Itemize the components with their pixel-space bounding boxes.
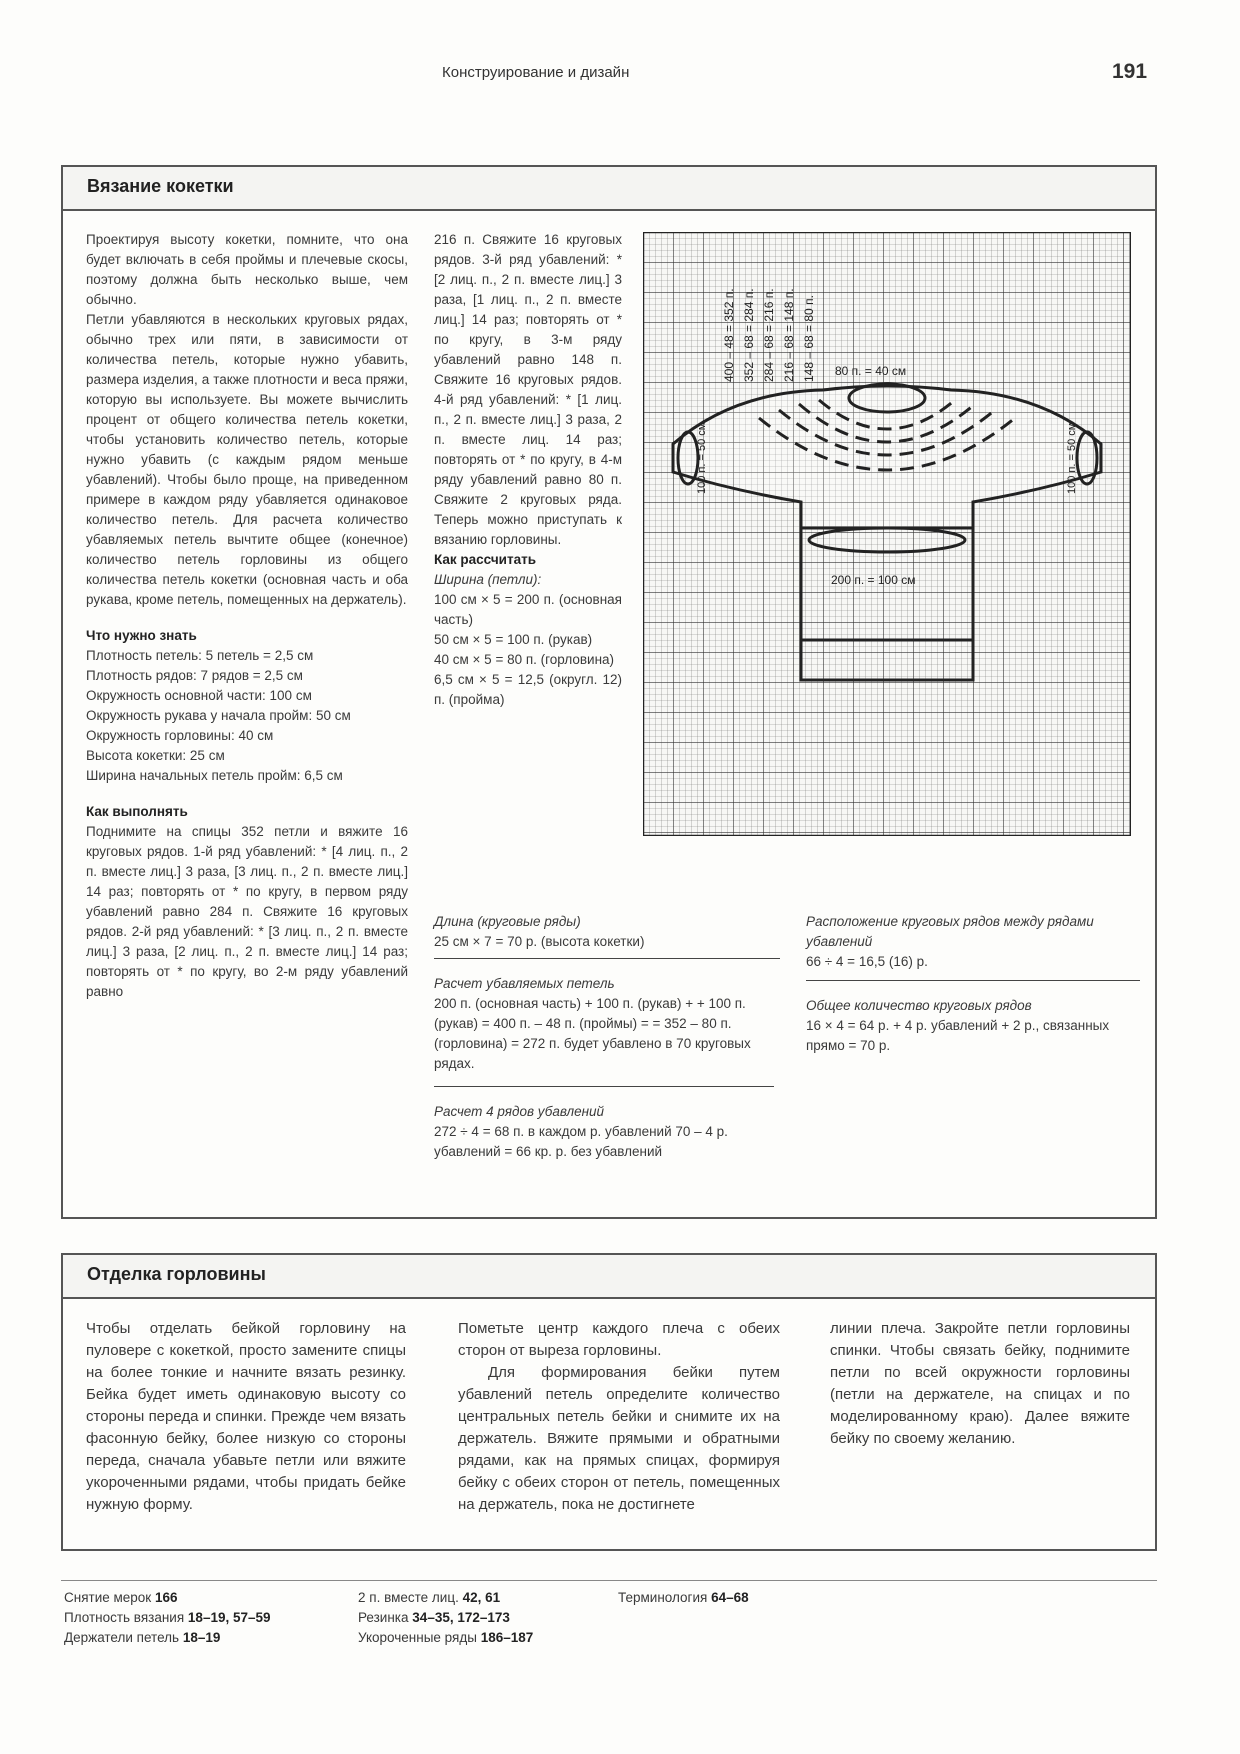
neckband-paragraph: линии плеча. Закройте петли горловины спинки. Чтобы связать бейку, поднимите петли по всей окружности горловины (петли на держателе, на спицах и по моделированному краю). Далее вяжите бейку по своему желанию. xyxy=(830,1320,1130,1447)
rows-paragraph: 216 п. Свяжите 16 круговых рядов. 3-й ряд убавлений: * [2 лиц. п., 2 п. вместе лиц.] 3 раза, [1 лиц. п., 2 п. вместе лиц.] 14 раз; повторять от * по кругу, в 3-м ряду убавлений равно 148 п. Свяжите 16 круговых рядов. 4-й ряд убавлений: * [1 лиц. п., 2 п. вместе лиц.] 3 раза, 2 п. вместе лиц. 14 раз; повторять от * по кругу, в 4-м ряду убавлений равно 80 п. Свяжите 2 круговых ряда. Теперь можно приступать к вязанию горловины. xyxy=(434,232,622,547)
know-heading: Что нужно знать xyxy=(86,628,197,643)
footer-refs-3 xyxy=(618,1588,878,1608)
four-rounds-title: Расчет 4 рядов убавлений xyxy=(434,1104,605,1119)
divider xyxy=(434,958,780,959)
calc-heading: Как рассчитать xyxy=(434,552,537,567)
yoke-section-header xyxy=(63,167,1155,211)
how-paragraph: Поднимите на спицы 352 петли и вяжите 16 круговых рядов. 1-й ряд убавлений: * [4 лиц. п., 2 п. вместе лиц.] 3 раза, [3 лиц. п., 2 п. вместе лиц.] 14 раз; повторять от * по кругу, в первом ряду убавлений равно 284 п. Свяжите 16 круговых рядов. 2-й ряд убавлений: * [3 лиц. п., 2 п. вместе лиц.] 3 раза, [2 лиц. п., 2 п. вместе лиц.] 14 раз; повторять от * по кругу, во 2-м ряду убавлений равно xyxy=(86,824,408,999)
know-item: Плотность петель: 5 петель = 2,5 см xyxy=(86,648,314,663)
chart-label-body: 200 п. = 100 см xyxy=(831,573,916,587)
position-text: 66 ÷ 4 = 16,5 (16) р. xyxy=(806,954,928,969)
neckband-column-2 xyxy=(458,1318,780,1516)
chart-label-sleeve-right: 100 п. = 50 см xyxy=(1066,422,1078,494)
footer-ref: Снятие мерок 166 xyxy=(64,1590,178,1605)
decrease-text: 200 п. (основная часть) + 100 п. (рукав) + + 100 п. (рукав) = 400 п. – 48 п. (проймы) = = 352 – 80 п. (горловина) = 272 п. будет убавлено в 70 круговых рядах. xyxy=(434,996,751,1071)
chart-label-round-1: 400 – 48 = 352 п. xyxy=(722,288,736,382)
position-calc xyxy=(806,912,1146,972)
chart-label-sleeve-left: 100 п. = 50 см xyxy=(696,422,708,494)
neckband-section-header xyxy=(63,1255,1155,1299)
footer-ref: 2 п. вместе лиц. 42, 61 xyxy=(358,1590,501,1605)
footer-refs-2 xyxy=(358,1588,638,1648)
total-title: Общее количество круговых рядов xyxy=(806,998,1032,1013)
footer-ref: Резинка 34–35, 172–173 xyxy=(358,1610,510,1625)
neckband-column-1 xyxy=(86,1318,406,1516)
neckband-paragraph: Пометьте центр каждого плеча с обеих сторон от выреза горловины. xyxy=(458,1320,780,1359)
length-text: 25 см × 7 = 70 р. (высота кокетки) xyxy=(434,934,645,949)
neckband-paragraph: Чтобы отделать бейкой горловину на пуловере с кокеткой, просто замените спицы на более тонкие и начните вязать резинку. Бейка будет иметь одинаковую высоту со стороны переда и спинки. Прежде чем вязать фасонную бейку, более низкую со стороны переда, сначала убавьте петли или вяжите укороченными рядами, чтобы придать бейке нужную форму. xyxy=(86,1320,406,1513)
know-item: Плотность рядов: 7 рядов = 2,5 см xyxy=(86,668,303,683)
yoke-decrease-paragraph: Петли убавляются в нескольких круговых рядах, обычно трех или пяти, в зависимости от количества петель, которые нужно убавить, размера изделия, а также плотности и веса пряжи, которую вы используете. Вы можете вычислить процент от общего количества петель кокетки, чтобы установить количество петель, которые нужно убавить (с каждым рядом меньше убавлений). Чтобы было проще, на приведенном примере в каждом ряду убавляется одинаковое количество петель. Для расчета количество убавляемых петель вычтите общее (конечное) количество петель горловины из общего количества петель кокетки (основная часть и оба рукава, кроме петель, помещенных на держатель). xyxy=(86,312,408,607)
footer-ref: Терминология 64–68 xyxy=(618,1590,749,1605)
width-calc: 100 см × 5 = 200 п. (основная часть) xyxy=(434,592,622,627)
footer-ref: Укороченные ряды 186–187 xyxy=(358,1630,534,1645)
know-item: Окружность горловины: 40 см xyxy=(86,728,274,743)
yoke-chart xyxy=(643,232,1131,836)
four-rounds-text: 272 ÷ 4 = 68 п. в каждом р. убавлений 70 – 4 р. убавлений = 66 кр. р. без убавлений xyxy=(434,1124,728,1159)
divider xyxy=(434,1086,774,1087)
yoke-heading: Вязание кокетки xyxy=(87,176,234,196)
footer-ref: Плотность вязания 18–19, 57–59 xyxy=(64,1610,271,1625)
footer-ref: Держатели петель 18–19 xyxy=(64,1630,221,1645)
width-label: Ширина (петли): xyxy=(434,572,542,587)
width-calc: 40 см × 5 = 80 п. (горловина) xyxy=(434,652,615,667)
neckband-heading: Отделка горловины xyxy=(87,1264,266,1284)
know-item: Окружность основной части: 100 см xyxy=(86,688,312,703)
yoke-column-2 xyxy=(434,230,622,710)
position-title: Расположение круговых рядов между рядами убавлений xyxy=(806,914,1094,949)
how-heading: Как выполнять xyxy=(86,804,188,819)
chart-label-neck: 80 п. = 40 см xyxy=(835,364,907,378)
chart-label-round-5: 148 – 68 = 80 п. xyxy=(802,295,816,382)
decrease-calc xyxy=(434,974,780,1074)
width-calc: 50 см × 5 = 100 п. (рукав) xyxy=(434,632,593,647)
neckband-column-3 xyxy=(830,1318,1130,1450)
neckband-paragraph: Для формирования бейки путем убавлений петель определите количество центральных петель бейки и снимите их на держатель. Вяжите прямыми и обратными рядами, как на прямых спицах, формируя бейку с обеих сторон от петель, помещенных на держатель, пока не достигнете xyxy=(458,1364,780,1513)
decrease-title: Расчет убавляемых петель xyxy=(434,976,615,991)
know-item: Окружность рукава у начала пройм: 50 см xyxy=(86,708,351,723)
running-header: Конструирование и дизайн xyxy=(442,64,630,81)
chart-label-round-3: 284 – 68 = 216 п. xyxy=(762,288,776,382)
footer-rule xyxy=(61,1580,1157,1581)
yoke-intro-paragraph: Проектируя высоту кокетки, помните, что она будет включать в себя проймы и плечевые скосы, поэтому должна быть несколько выше, чем обычно. xyxy=(86,232,408,307)
width-calc: 6,5 см × 5 = 12,5 (округл. 12) п. (пройма) xyxy=(434,672,622,707)
four-rounds-calc xyxy=(434,1102,780,1162)
chart-label-round-4: 216 – 68 = 148 п. xyxy=(782,288,796,382)
total-text: 16 × 4 = 64 р. + 4 р. убавлений + 2 р., связанных прямо = 70 р. xyxy=(806,1018,1110,1053)
know-item: Высота кокетки: 25 см xyxy=(86,748,225,763)
page-number: 191 xyxy=(1112,60,1148,83)
length-title: Длина (круговые ряды) xyxy=(434,914,581,929)
yoke-column-1 xyxy=(86,230,408,1002)
footer-refs-1 xyxy=(64,1588,364,1648)
length-calc xyxy=(434,912,780,952)
divider xyxy=(806,980,1140,981)
chart-label-round-2: 352 – 68 = 284 п. xyxy=(742,288,756,382)
total-calc xyxy=(806,996,1146,1056)
know-item: Ширина начальных петель пройм: 6,5 см xyxy=(86,768,343,783)
